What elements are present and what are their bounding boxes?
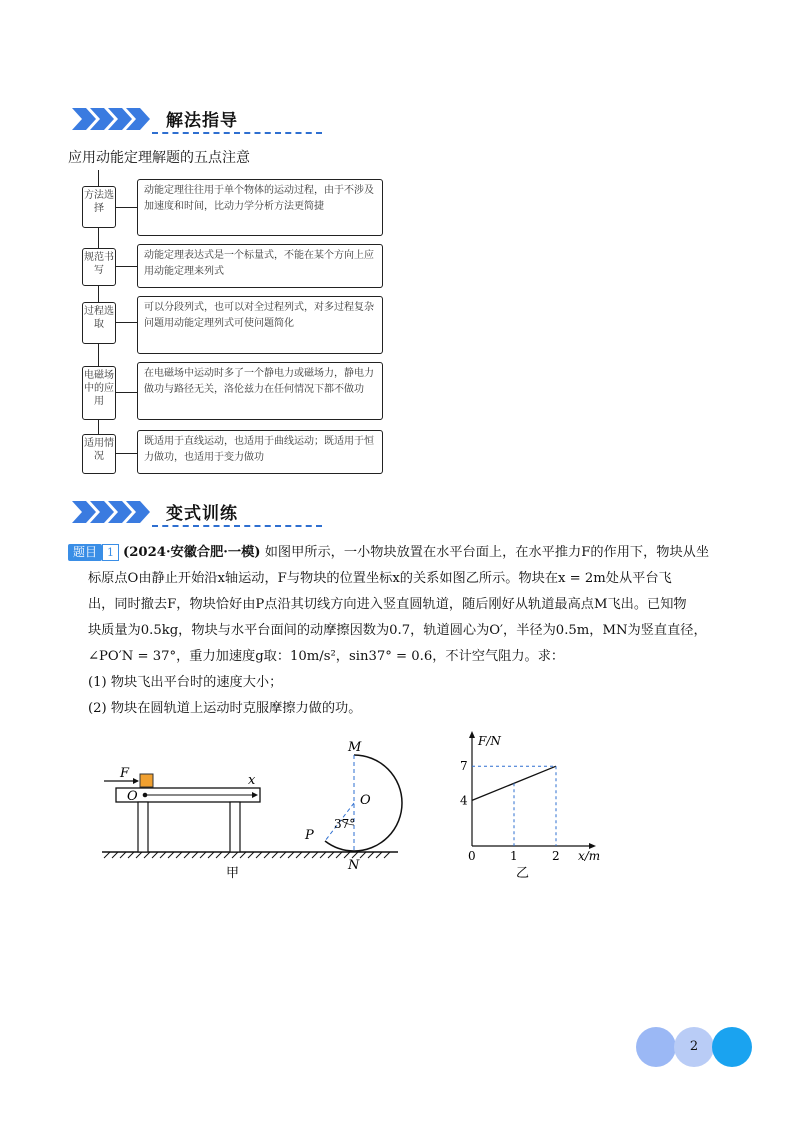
chevron-arrows-icon <box>72 501 158 523</box>
flowchart-link <box>116 266 137 267</box>
chevron-arrows-icon <box>72 108 158 130</box>
problem-line: 如图甲所示，一小物块放置在水平台面上，在水平推力F的作用下，物块从坐 <box>260 545 710 560</box>
page-circle <box>636 1027 676 1067</box>
section-title: 解法指导 <box>166 111 238 131</box>
flowchart-text: 既适用于直线运动，也适用于曲线运动；既适用于恒力做功，也适用于变力做功 <box>137 430 383 474</box>
flowchart-label: 适用情况 <box>82 434 116 474</box>
section-header-practice <box>72 499 252 525</box>
problem-line: ∠PO′N = 37°，重力加速度g取：10m/s²，sin37° = 0.6，不计空气阻力。求： <box>88 649 565 664</box>
problem-number: 1 <box>102 544 119 561</box>
circle-track-lower <box>325 841 354 851</box>
problem-line: 块质量为0.5kg，物块与水平台面间的动摩擦因数为0.7，轨道圆心为O′，半径为0.5m，MN为竖直直径， <box>88 623 707 638</box>
x-axis-label: x/m <box>578 849 601 863</box>
x-tick-label: 0 <box>468 849 476 863</box>
flowchart-link <box>116 207 137 208</box>
problem-tag: 题目 <box>68 544 102 561</box>
label-angle: 37° <box>334 817 356 831</box>
label-N: N <box>348 858 360 873</box>
section-underline <box>152 525 322 527</box>
table-leg <box>138 802 148 852</box>
y-axis-label: F/N <box>478 734 501 748</box>
label-O-prime: O <box>360 793 371 808</box>
flowchart-link <box>116 453 137 454</box>
flowchart-text: 动能定理表达式是一个标量式，不能在某个方向上应用动能定理来列式 <box>137 244 383 288</box>
problem-line: 标原点O由静止开始沿x轴运动，F与物块的位置坐标x的关系如图乙所示。物块在x = 2m处从平台飞 <box>88 571 672 586</box>
flowchart-label: 规范书写 <box>82 248 116 286</box>
page-number-badge <box>636 1027 752 1067</box>
label-M: M <box>348 740 362 755</box>
table-leg <box>230 802 240 852</box>
y-tick-label: 4 <box>460 793 468 808</box>
problem-line: 出，同时撤去F，物块恰好由P点沿其切线方向进入竖直圆轨道，随后刚好从轨道最高点M飞出。已知物 <box>88 597 687 612</box>
x-tick-label: 2 <box>552 849 560 863</box>
label-O: O <box>127 789 138 804</box>
section-header-method <box>72 106 252 132</box>
caption-jia: 甲 <box>226 866 240 881</box>
figure-jia <box>98 735 408 885</box>
flowchart-label: 方法选择 <box>82 186 116 228</box>
flowchart-text: 可以分段列式，也可以对全过程列式，对多过程复杂问题用动能定理列式可使问题简化 <box>137 296 383 354</box>
y-tick-label: 7 <box>460 759 468 774</box>
arrow-head-icon <box>133 778 139 784</box>
label-x: x <box>248 773 256 788</box>
intro-text: 应用动能定理解题的五点注意 <box>68 150 250 166</box>
figure-yi-chart <box>450 728 610 882</box>
section-title: 变式训练 <box>166 504 238 524</box>
problem-block <box>68 540 728 722</box>
caption-yi: 乙 <box>516 866 530 881</box>
flowchart-text: 在电磁场中运动时多了一个静电力或磁场力，静电力做功与路径无关，洛伦兹力在任何情况下都不做功 <box>137 362 383 420</box>
label-P: P <box>305 828 314 843</box>
flowchart-link <box>116 322 137 323</box>
block <box>140 774 153 787</box>
problem-source: (2024·安徽合肥·一模) <box>123 545 261 560</box>
flowchart-link <box>116 392 137 393</box>
flowchart-label: 电磁场中的应用 <box>82 366 116 420</box>
flowchart-text: 动能定理往往用于单个物体的运动过程，由于不涉及加速度和时间，比动力学分析方法更简捷 <box>137 179 383 236</box>
x-tick-label: 1 <box>510 849 518 863</box>
page-number: 2 <box>674 1027 714 1067</box>
question-1: (1) 物块飞出平台时的速度大小； <box>88 675 283 690</box>
label-F: F <box>120 766 130 781</box>
page-circle <box>712 1027 752 1067</box>
flowchart-label: 过程选取 <box>82 302 116 344</box>
section-underline <box>152 132 322 134</box>
arrow-head-icon <box>469 731 475 738</box>
question-2: (2) 物块在圆轨道上运动时克服摩擦力做的功。 <box>88 701 362 716</box>
